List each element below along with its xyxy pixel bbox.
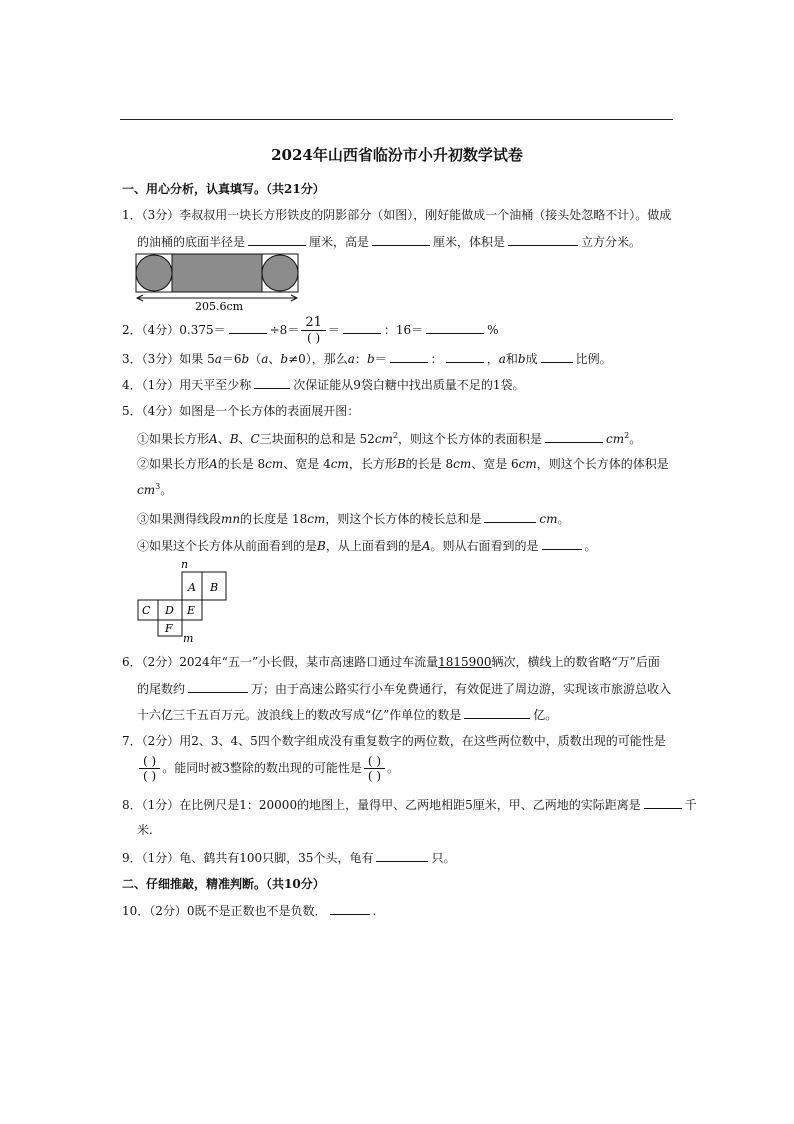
q5-right-view-blank[interactable]: [542, 537, 582, 550]
q8-line-2: 米.: [137, 823, 153, 837]
q8-blank[interactable]: [644, 796, 682, 809]
q2-fraction: $\frac{21}{( )}$: [301, 316, 326, 345]
q3-line: 3．（3分）如果 5a＝6b（a、b≠0），那么a：b＝ ： ，a和b成 比例。: [122, 352, 612, 366]
q3-blank-1[interactable]: [390, 350, 428, 363]
q5-surface-area-blank[interactable]: [545, 430, 603, 443]
q9-blank[interactable]: [376, 849, 428, 862]
q1-line-2: 的油桶的底面半径是 厘米，高是 厘米，体积是 立方分米。: [137, 235, 642, 249]
net-label-C: C: [142, 604, 151, 617]
q1-radius-blank[interactable]: [248, 233, 306, 246]
net-label-B: B: [210, 581, 219, 594]
q1-sheet-figure: [134, 252, 304, 312]
q2-line: 2．（4分）0.375＝ ÷8＝ $\frac{21}{( )}$ ＝ ：16＝ %: [122, 315, 499, 345]
q3-blank-2[interactable]: [446, 350, 484, 363]
left-circle: [136, 255, 172, 291]
net-label-m: m: [183, 632, 194, 645]
q4-line: 4．（1分）用天平至少称 次保证能从9袋白糖中找出质量不足的1袋。: [122, 378, 525, 392]
q6-blank-1[interactable]: [188, 680, 248, 693]
q7-fraction-1[interactable]: $\frac{( )}{( )}$: [139, 754, 160, 783]
q6-line-3: 十六亿三千五百万元。波浪线上的数改写成“亿”作单位的数是 亿。: [137, 708, 558, 722]
q7-line-1: 7．（2分）用2、3、4、5四个数字组成没有重复数字的两位数，在这些两位数中，质数出现的可能性是: [122, 734, 666, 748]
net-label-n: n: [181, 558, 189, 571]
q5-sub-4: ④如果这个长方体从前面看到的是B，从上面看到的是A。则从右面看到的是 。: [137, 539, 597, 553]
q2-denominator-blank[interactable]: ( ): [307, 331, 321, 345]
q5-edge-total-blank[interactable]: [484, 510, 536, 523]
right-circle: [262, 255, 298, 291]
q7-fraction-2[interactable]: $\frac{( )}{( )}$: [364, 754, 385, 783]
q10-line: 10．（2分）0既不是正数也不是负数． .: [122, 904, 377, 918]
dimension-label: 205.6cm: [194, 300, 244, 312]
q2-blank-1[interactable]: [229, 321, 267, 334]
q1-height-blank[interactable]: [372, 233, 430, 246]
header-rule: [120, 119, 673, 120]
q7-line-2: $\frac{( )}{( )}$ 。能同时被3整除的数出现的可能性是 $\frac{( )}{( )}$ 。: [137, 752, 399, 786]
q5-sub-2-cont: $cm^3$。: [137, 482, 173, 497]
q9-line: 9．（1分）龟、鹤共有100只脚，35个头，龟有 只。: [122, 851, 456, 865]
section-1-heading: 一、用心分析，认真填写。（共21分）: [122, 182, 325, 196]
q6-blank-2[interactable]: [464, 706, 530, 719]
q8-line-1: 8．（1分）在比例尺是1：20000的地图上，量得甲、乙两地相距5厘米，甲、乙两地的实际距离是 千: [122, 798, 697, 812]
net-label-A: A: [188, 581, 196, 594]
net-label-D: D: [165, 604, 174, 617]
shaded-rectangle: [172, 254, 262, 292]
q4-blank[interactable]: [254, 376, 290, 389]
q5-sub-2: ②如果长方形A的长是 8cm、宽是 4cm，长方形B的长是 8cm、宽是 6cm，则这个长方体的体积是: [137, 457, 669, 471]
net-label-E: E: [187, 604, 196, 617]
q10-blank[interactable]: [330, 902, 370, 915]
q1-line-1: 1．（3分）李叔叔用一块长方形铁皮的阴影部分（如图），刚好能做成一个油桶（接头处忽略不计）。做成: [122, 208, 672, 222]
section-2-heading: 二、仔细推敲，精准判断。（共10分）: [122, 877, 325, 891]
q6-line-2: 的尾数约 万；由于高速公路实行小车免费通行，有效促进了周边游，实现该市旅游总收入: [137, 682, 672, 696]
q5-sub-3: ③如果测得线段mn的长度是 18cm，则这个长方体的棱长总和是 cm。: [137, 512, 570, 526]
q2-blank-2[interactable]: [343, 321, 381, 334]
q5-cuboid-net-figure: [134, 556, 244, 646]
net-label-F: F: [165, 622, 173, 635]
q2-blank-3[interactable]: [426, 321, 484, 334]
q6-line-1: 6．（2分）2024年“五一”小长假，某市高速路口通过车流量1815900辆次，横线上的数省略“万”后面: [122, 655, 660, 669]
q5-sub-1: ①如果长方形A、B、C三块面积的总和是 $52cm^2$，则这个长方体的表面积是 $cm^2$。: [137, 431, 642, 446]
q1-volume-blank[interactable]: [508, 233, 578, 246]
q5-intro: 5．（4分）如图是一个长方体的表面展开图：: [122, 404, 360, 418]
q3-blank-3[interactable]: [541, 350, 573, 363]
page-title: 2024年山西省临汾市小升初数学试卷: [271, 146, 523, 164]
